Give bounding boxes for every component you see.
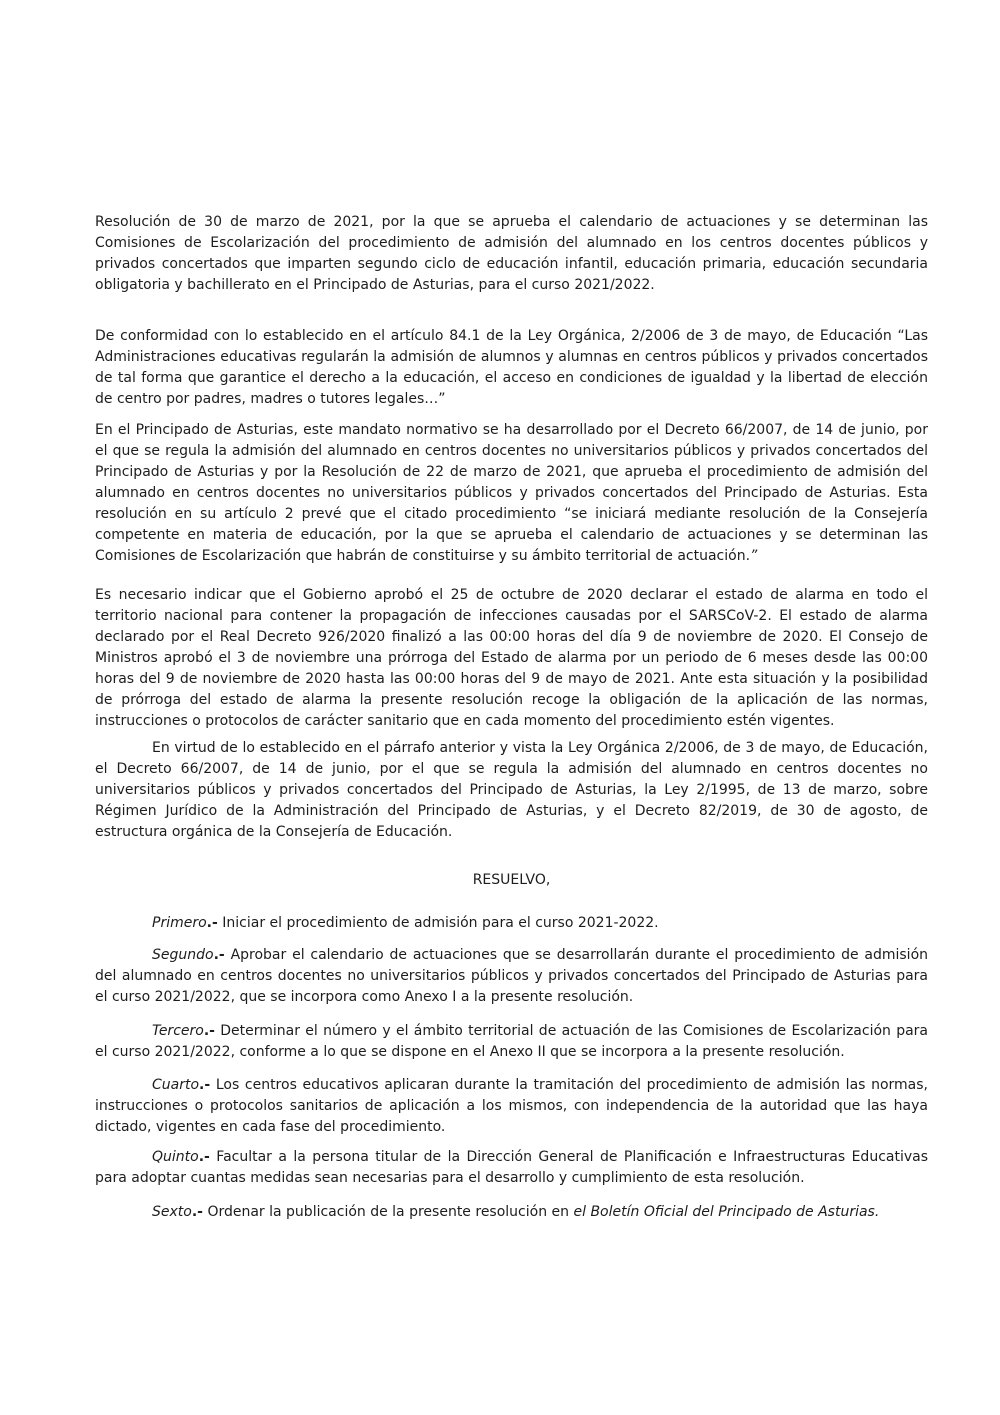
item-term: Cuarto bbox=[152, 1077, 200, 1093]
paragraph-asturias-decree bbox=[95, 420, 928, 567]
item-term: Tercero bbox=[152, 1023, 204, 1039]
item-text: Aprobar el calendario de actuaciones que se desarrollarán durante el procedimiento de admisión del alumnado en centros docentes no universitarios públicos y privados concertados del Principado de Asturias para el curso 2021/2022, que se incorpora como Anexo I a la presente resolución. bbox=[95, 947, 929, 1005]
resolution-item-segundo bbox=[95, 945, 928, 1008]
paragraph-asturias-decree-text: En el Principado de Asturias, este mandato normativo se ha desarrollado por el Decreto 66/2007, de 14 de junio, por el que se regula la admisión del alumnado en centros docentes no universitarios públicos y privados concertados del Principado de Asturias y por la Resolución de 22 de marzo de 2021, que aprueba el procedimiento de admisión del alumnado en centros docentes no universitarios públicos y privados concertados del Principado de Asturias. Esta resolución en su artículo 2 prevé que el citado procedimiento “se iniciará mediante resolución de la Consejería competente en materia de educación, por la que se aprueba el calendario de actuaciones y se determinan las Comisiones de Escolarización que habrán de constituirse y su ámbito territorial de actuación. bbox=[95, 422, 928, 564]
item-term: Primero bbox=[152, 915, 207, 931]
item-separator: .- bbox=[213, 947, 225, 963]
paragraph-resolution-title: Resolución de 30 de marzo de 2021, por la que se aprueba el calendario de actuaciones y se determinan las Comisiones de Escolarización del procedimiento de admisión del alumnado en los centros docentes públicos y privados concertados que imparten segundo ciclo de educación infantil, educación primaria, educación secundaria obligatoria y bachillerato en el Principado de Asturias, para el curso 2021/2022. bbox=[95, 214, 928, 293]
item-term: Quinto bbox=[152, 1149, 199, 1165]
item-separator: .- bbox=[206, 915, 218, 931]
closing-quote-mark: ” bbox=[750, 548, 758, 564]
item-separator: .- bbox=[191, 1204, 203, 1220]
item-text: Ordenar la publicación de la presente resolución en bbox=[207, 1204, 570, 1220]
item-separator: .- bbox=[203, 1023, 215, 1039]
resolution-item-sexto bbox=[95, 1202, 928, 1223]
item-term: Segundo bbox=[152, 947, 214, 963]
resolution-item-quinto bbox=[95, 1147, 928, 1189]
item-separator: .- bbox=[199, 1077, 211, 1093]
item-text: Iniciar el procedimiento de admisión para el curso 2021-2022. bbox=[222, 915, 659, 931]
paragraph-state-of-alarm: Es necesario indicar que el Gobierno aprobó el 25 de octubre de 2020 declarar el estado de alarma en todo el territorio nacional para contener la propagación de infecciones causadas por el SARSCoV-2. El estado de alarma declarado por el Real Decreto 926/2020 finalizó a las 00:00 horas del día 9 de noviembre de 2020. El Consejo de Ministros aprobó el 3 de noviembre una prórroga del Estado de alarma por un periodo de 6 meses desde las 00:00 horas del 9 de noviembre de 2020 hasta las 00:00 horas del 9 de mayo de 2021. Ante esta situación y la posibilidad de prórroga del estado de alarma la presente resolución recoge la obligación de la aplicación de las normas, instrucciones o protocolos de carácter sanitario que en cada momento del procedimiento estén vigentes. bbox=[95, 587, 928, 729]
resolution-item-tercero bbox=[95, 1021, 928, 1063]
item-text: Facultar a la persona titular de la Dirección General de Planificación e Infraestructuras Educativas para adoptar cuantas medidas sean necesarias para el desarrollo y cumplimiento de esta resolución. bbox=[95, 1149, 929, 1186]
paragraph-en-virtud: En virtud de lo establecido en el párrafo anterior y vista la Ley Orgánica 2/2006, de 3 de mayo, de Educación, el Decreto 66/2007, de 14 de junio, por el que se regula la admisión del alumnado en centros docentes no universitarios públicos y privados concertados del Principado de Asturias, la Ley 2/1995, de 13 de marzo, sobre Régimen Jurídico de la Administración del Principado de Asturias, y el Decreto 82/2019, de 30 de agosto, de estructura orgánica de la Consejería de Educación. bbox=[95, 740, 928, 840]
resuelvo-heading: RESUELVO, bbox=[472, 872, 551, 888]
paragraph-legal-basis-loe: De conformidad con lo establecido en el artículo 84.1 de la Ley Orgánica, 2/2006 de 3 de mayo, de Educación “Las Administraciones educativas regularán la admisión de alumnos y alumnas en centros públicos y privados concertados de tal forma que garantice el derecho a la educación, el acceso en condiciones de igualdad y la libertad de elección de centro por padres, madres o tutores legales…” bbox=[95, 328, 928, 407]
item-text-publication-name: el Boletín Oficial del Principado de Asturias. bbox=[573, 1204, 880, 1220]
item-text: Los centros educativos aplicaran durante la tramitación del procedimiento de admisión las normas, instrucciones o protocolos sanitarios de aplicación a los mismos, con independencia de la autoridad que las haya dictado, vigentes en cada fase del procedimiento. bbox=[95, 1077, 928, 1135]
item-separator: .- bbox=[198, 1149, 210, 1165]
resolution-item-cuarto bbox=[95, 1075, 928, 1138]
resolution-item-primero bbox=[95, 913, 928, 934]
item-term: Sexto bbox=[152, 1204, 192, 1220]
item-text: Determinar el número y el ámbito territorial de actuación de las Comisiones de Escolarización para el curso 2021/2022, conforme a lo que se dispone en el Anexo II que se incorpora a la presente resolución. bbox=[95, 1023, 928, 1060]
